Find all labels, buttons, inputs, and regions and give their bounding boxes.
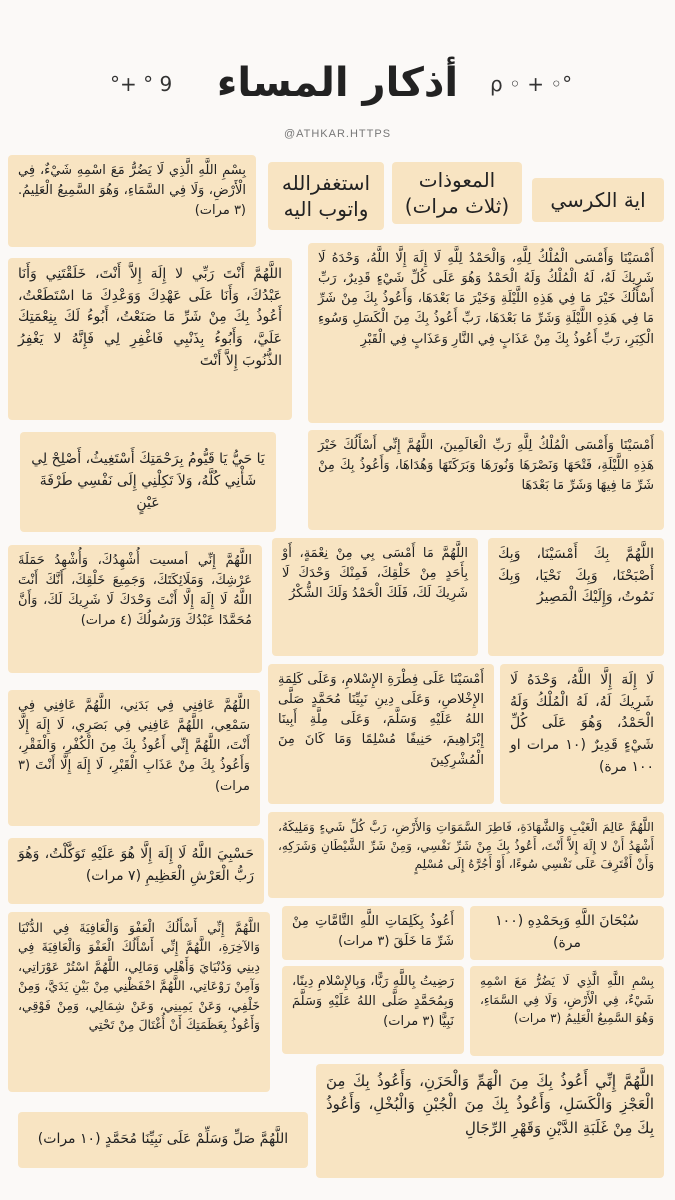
- card-la-ilaha: لَا إِلَهَ إِلَّا اللَّهُ، وَحْدَهُ لَا شَرِيكَ لَهُ، لَهُ الْمُلْكُ وَلَهُ الْحَمْدُ، وَهُوَ عَلَى كُلِّ شَيْءٍ قَدِيرٌ (١٠ مرات او ١٠٠ مرة): [500, 664, 664, 804]
- card-kalimat: أَعُوذُ بِكَلِمَاتِ اللَّهِ التَّامَّاتِ مِنْ شَرِّ مَا خَلَقَ (٣ مرات): [282, 906, 464, 960]
- card-amsayna-1: أَمْسَيْنَا وَأَمْسَى الْمُلْكُ لِلَّهِ، وَالْحَمْدُ لِلَّهِ لَا إِلَهَ إِلَّا اللَّهُ، وَحْدَهُ لَا شَرِيكَ لَهُ، لَهُ الْمُلْكُ وَلَهُ الْحَمْدُ وَهُوَ عَلَى كُلِّ شَيْءٍ قَدِيرٌ، رَبِّ أَسْأَلُكَ خَيْرَ مَا فِي هَذِهِ اللَّيْلَةِ وَخَيْرَ مَا بَعْدَهَا، وَأَعُوذُ بِكَ مِنْ شَرِّ مَا فِي هَذِهِ اللَّيْلَةِ وَشَرِّ مَا بَعْدَهَا، رَبِّ أَعُوذُ بِكَ مِنَ الْكَسَلِ وَسُوءِ الْكِبَرِ، رَبِّ أَعُوذُ بِكَ مِنْ عَذَابٍ فِي النَّارِ وَعَذَابٍ فِي الْقَبْرِ: [308, 243, 664, 423]
- card-ya-hayyu: يَا حَيُّ يَا قَيُّومُ بِرَحْمَتِكَ أَسْتَغِيثُ، أَصْلِحْ لِي شَأْنِي كُلَّهُ، وَلاَ تَكِلْنِي إِلَى نَفْسِي طَرْفَةَ عَيْنٍ: [20, 432, 276, 532]
- card-raditu: رَضِيتُ بِاللَّهِ رَبًّا، وَبِالإِسْلامِ دِينًا، وَبِمُحَمَّدٍ صَلَّى اللهُ عَلَيْهِ وَسَلَّمَ نَبِيًّا (٣ مرات): [282, 966, 464, 1054]
- page-title: أذكار المساء: [216, 60, 459, 106]
- card-subhanallah: سُبْحَانَ اللَّهِ وَبِحَمْدِهِ (١٠٠ مرة): [470, 906, 664, 960]
- card-ma-amsa-bi: اللَّهُمَّ مَا أَمْسَى بِي مِنْ نِعْمَةٍ، أَوْ بِأَحَدٍ مِنْ خَلْقِكَ، فَمِنْكَ وَحْدَكَ لَا شَرِيكَ لَكَ، فَلَكَ الْحَمْدُ وَلَكَ الشُّكْرُ: [272, 538, 478, 656]
- card-istighfar: استغفرالله واتوب اليه: [268, 162, 384, 230]
- card-afini: اللَّهُمَّ عَافِنِي فِي بَدَنِي، اللَّهُمَّ عَافِنِي فِي سَمْعِي، اللَّهُمَّ عَافِنِي فِي بَصَرِي، لَا إِلَهَ إِلَّا أَنْتَ، اللَّهُمَّ إِنِّي أَعُوذُ بِكَ مِنَ الْكُفْرِ، وَالْفَقْرِ، وَأَعُوذُ بِكَ مِنْ عَذَابِ الْقَبْرِ، لَا إِلَهَ إِلَّا أَنْتَ (٣ مرات): [8, 690, 260, 826]
- account-handle: @ATHKAR.HTTPS: [283, 128, 392, 140]
- page-header: [0, 60, 675, 106]
- card-hamm-hazan: اللَّهُمَّ إِنِّي أَعُوذُ بِكَ مِنَ الْهَمِّ وَالْحَزَنِ، وَأَعُوذُ بِكَ مِنَ الْعَجْزِ وَالْكَسَلِ، وَأَعُوذُ بِكَ مِنَ الْجُبْنِ وَالْبُخْلِ، وَأَعُوذُ بِكَ مِنْ غَلَبَةِ الدَّيْنِ وَقَهْرِ الرِّجَالِ: [316, 1064, 664, 1178]
- card-muawwidhat: المعوذات (ثلاث مرات): [392, 162, 522, 224]
- decoration-left: °+ ° 9: [110, 72, 173, 96]
- card-salat: اللَّهُمَّ صَلِّ وَسَلِّمْ عَلَى نَبِيِّنَا مُحَمَّدٍ (١٠ مرات): [18, 1112, 308, 1168]
- card-sayyid-istighfar: اللَّهُمَّ أَنْتَ رَبِّي لا إِلَهَ إِلاَّ أَنْتَ، خَلَقْتَنِي وَأَنَا عَبْدُكَ، وَأَنَا عَلَى عَهْدِكَ وَوَعْدِكَ مَا اسْتَطَعْتُ، أَعُوذُ بِكَ مِنْ شَرِّ مَا صَنَعْتُ، أَبُوءُ لَكَ بِنِعْمَتِكَ عَلَيَّ، وَأَبُوءُ بِذَنْبِي فَاغْفِرِ لِي فَإِنَّهُ لا يَغْفِرُ الذُّنُوبَ إِلاَّ أَنْتَ: [8, 258, 292, 420]
- decoration-right: ρ ◦ + ◦°: [490, 72, 573, 96]
- card-fitrat: أَمْسَيْنَا عَلَى فِطْرَةِ الإِسْلامِ، وَعَلَى كَلِمَةِ الإِخْلاصِ، وَعَلَى دِينِ نَبِيِّنَا مُحَمَّدٍ صَلَّى اللهُ عَلَيْهِ وَسَلَّمَ، وَعَلَى مِلَّةِ أَبِينَا إِبْرَاهِيمَ، حَنِيفًا مُسْلِمًا وَمَا كَانَ مِنَ الْمُشْرِكِينَ: [268, 664, 494, 804]
- card-bismillah-bottom: بِسْمِ اللَّهِ الَّذِي لَا يَضُرُّ مَعَ اسْمِهِ شَيْءٌ، فِي الْأَرْضِ، وَلَا فِي السَّمَاءِ، وَهُوَ السَّمِيعُ الْعَلِيمُ (٣ مرات): [470, 966, 664, 1056]
- card-amsayna-2: أَمْسَيْنَا وَأَمْسَى الْمُلْكُ لِلَّهِ رَبِّ الْعَالَمِينَ، اللَّهُمَّ إِنِّي أَسْأَلُكَ خَيْرَ هَذِهِ اللَّيْلَةِ، فَتْحَهَا وَنَصْرَهَا وَنُورَهَا وَبَرَكَتَهَا وَهُدَاهَا، وَأَعُوذُ بِكَ مِنْ شَرِّ مَا فِيهَا وَشَرِّ مَا بَعْدَهَا: [308, 430, 664, 530]
- card-hasbiyallah: حَسْبِيَ اللَّهُ لَا إِلَهَ إِلَّا هُوَ عَلَيْهِ تَوَكَّلْتُ، وَهُوَ رَبُّ الْعَرْشِ الْعَظِيمِ (٧ مرات): [8, 838, 264, 904]
- card-bika-amsayna: اللَّهُمَّ بِكَ أَمْسَيْنَا، وَبِكَ أَصْبَحْنَا، وَبِكَ نَحْيَا، وَبِكَ نَمُوتُ، وَإِلَيْكَ الْمَصِيرُ: [488, 538, 664, 656]
- card-afw: اللَّهُمَّ إِنِّي أَسْأَلُكَ الْعَفْوَ وَالْعَافِيَةَ فِي الدُّنْيَا وَالآخِرَةِ، اللَّهُمَّ إِنِّي أَسْأَلُكَ الْعَفْوَ وَالْعَافِيَةَ فِي دِينِي وَدُنْيَايَ وَأَهْلِي وَمَالِي، اللَّهُمَّ اسْتُرْ عَوْرَاتِي، وَآمِنْ رَوْعَاتِي، اللَّهُمَّ احْفَظْنِي مِنْ بَيْنِ يَدَيَّ، وَمِنْ خَلْفِي، وَعَنْ يَمِينِي، وَعَنْ شِمَالِي، وَمِنْ فَوْقِي، وَأَعُوذُ بِعَظَمَتِكَ أَنْ أُغْتَالَ مِنْ تَحْتِي: [8, 912, 270, 1092]
- card-bismillah-top: بِسْمِ اللَّهِ الَّذِي لَا يَضُرُّ مَعَ اسْمِهِ شَيْءٌ، فِي الْأَرْضِ، وَلَا فِي السَّمَاءِ، وَهُوَ السَّمِيعُ الْعَلِيمُ. (٣ مرات): [8, 155, 256, 247]
- card-inni-amsaytu: اللَّهُمَّ إِنِّي أمسيت أُشْهِدُكَ، وَأُشْهِدُ حَمَلَةَ عَرْشِكَ، وَمَلَائِكَتَكَ، وَجَمِيعَ خَلْقِكَ، أَنَّكَ أَنْتَ اللَّهُ لَا إِلَهَ إِلَّا أَنْتَ وَحْدَكَ لَا شَرِيكَ لَكَ، وَأَنَّ مُحَمَّدًا عَبْدُكَ وَرَسُولُكَ (٤ مرات): [8, 545, 262, 673]
- card-ayat-kursi: اية الكرسي: [532, 178, 664, 222]
- card-alim-ghayb: اللَّهُمَّ عَالِمَ الْغَيْبِ وَالشَّهَادَةِ، فَاطِرَ السَّمَوَاتِ وَالأَرْضِ، رَبَّ كُلِّ شَيءٍ وَمَلِيكَهُ، أَشْهَدُ أَنْ لا إِلَهَ إِلاَّ أَنْتَ، أَعُوذُ بِكَ مِنْ شَرِّ نَفْسِي، وَمِنْ شَرِّ الشَّيْطَانِ وَشَرَكِهِ، وَأَنْ أَقْتَرِفَ عَلَى نَفْسِي سُوءًا، أَوْ أَجُرَّهُ إِلَى مُسْلِمٍ: [268, 812, 664, 898]
